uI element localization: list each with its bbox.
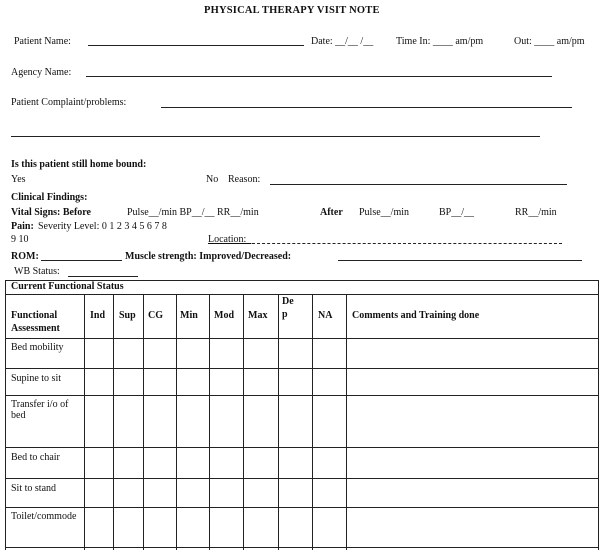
- table-row-label: Bed mobility: [11, 342, 64, 353]
- header-dep: De: [282, 296, 294, 307]
- pain-location-label: Location:_: [208, 234, 252, 245]
- pain-severity-scale-continued[interactable]: 9 10: [11, 234, 29, 245]
- table-row-label: Sit to stand: [11, 483, 57, 494]
- header-sup: Sup: [119, 310, 136, 321]
- time-out-label[interactable]: Out: ____ am/pm: [514, 36, 585, 47]
- header-max: Max: [248, 310, 268, 321]
- row-divider: [6, 447, 598, 448]
- muscle-strength-field[interactable]: [338, 260, 582, 261]
- wb-status-label: WB Status:: [14, 266, 60, 277]
- col-divider: [113, 295, 114, 550]
- col-divider: [209, 295, 210, 550]
- homebound-no-option[interactable]: No: [206, 174, 219, 185]
- row-divider: [6, 547, 598, 548]
- col-divider: [346, 295, 347, 550]
- row-divider: [6, 478, 598, 479]
- muscle-strength-label: Muscle strength: Improved/Decreased:: [125, 251, 292, 262]
- patient-name-label: Patient Name:: [14, 36, 71, 47]
- header-na: NA: [318, 310, 333, 321]
- pain-label: Pain:: [11, 221, 34, 232]
- time-in-label[interactable]: Time In: ____ am/pm: [396, 36, 484, 47]
- table-row-label: Supine to sit: [11, 373, 62, 384]
- header-min: Min: [180, 310, 198, 321]
- rom-field[interactable]: [41, 260, 122, 261]
- header-comments: Comments and Training done: [352, 310, 480, 321]
- table-row-label: Transfer i/o of bed: [11, 399, 69, 421]
- col-divider: [84, 295, 85, 550]
- table-row-label: Bed to chair: [11, 452, 60, 463]
- wb-status-field[interactable]: [68, 276, 138, 277]
- row-divider: [6, 395, 598, 396]
- table-section-title: Current Functional Status: [11, 281, 124, 292]
- col-divider: [312, 295, 313, 550]
- complaint-field[interactable]: [161, 107, 572, 108]
- pain-severity-scale[interactable]: Severity Level: 0 1 2 3 4 5 6 7 8: [38, 221, 167, 232]
- header-dep-cont: p: [282, 309, 288, 320]
- vital-signs-before-label: Vital Signs: Before: [11, 207, 91, 218]
- header-cg: CG: [148, 310, 163, 321]
- col-divider: [176, 295, 177, 550]
- complaint-field-line-2[interactable]: [11, 136, 540, 137]
- reason-label: Reason:: [228, 174, 261, 185]
- date-label[interactable]: Date: __/__ /__: [311, 36, 374, 47]
- col-divider: [143, 295, 144, 550]
- homebound-question: Is this patient still home bound:: [11, 159, 147, 170]
- vital-signs-after-label: After: [320, 207, 343, 218]
- row-divider: [6, 338, 598, 339]
- header-ind: Ind: [90, 310, 106, 321]
- agency-name-field[interactable]: [86, 76, 552, 77]
- table-section-title-row: [6, 281, 598, 295]
- patient-name-field[interactable]: [88, 45, 304, 46]
- homebound-yes-option[interactable]: Yes: [11, 174, 26, 185]
- col-divider: [243, 295, 244, 550]
- clinical-findings-heading: Clinical Findings:: [11, 192, 88, 203]
- complaint-label: Patient Complaint/problems:: [11, 97, 127, 108]
- rom-label: ROM:: [11, 251, 39, 262]
- reason-field[interactable]: [270, 184, 567, 185]
- pain-location-field[interactable]: [252, 243, 562, 244]
- functional-status-table: [5, 280, 599, 550]
- header-mod: Mod: [214, 310, 234, 321]
- row-divider: [6, 368, 598, 369]
- table-row-label: Toilet/commode: [11, 511, 77, 522]
- vital-signs-after-pulse[interactable]: Pulse__/min: [359, 207, 410, 218]
- agency-name-label: Agency Name:: [11, 67, 72, 78]
- vital-signs-before-values[interactable]: Pulse__/min BP__/__ RR__/min: [127, 207, 259, 218]
- form-title: PHYSICAL THERAPY VISIT NOTE: [204, 5, 380, 16]
- row-divider: [6, 507, 598, 508]
- vital-signs-after-bp[interactable]: BP__/__: [439, 207, 475, 218]
- header-functional-assessment: Functional Assessment: [11, 310, 60, 334]
- col-divider: [278, 295, 279, 550]
- vital-signs-after-rr[interactable]: RR__/min: [515, 207, 557, 218]
